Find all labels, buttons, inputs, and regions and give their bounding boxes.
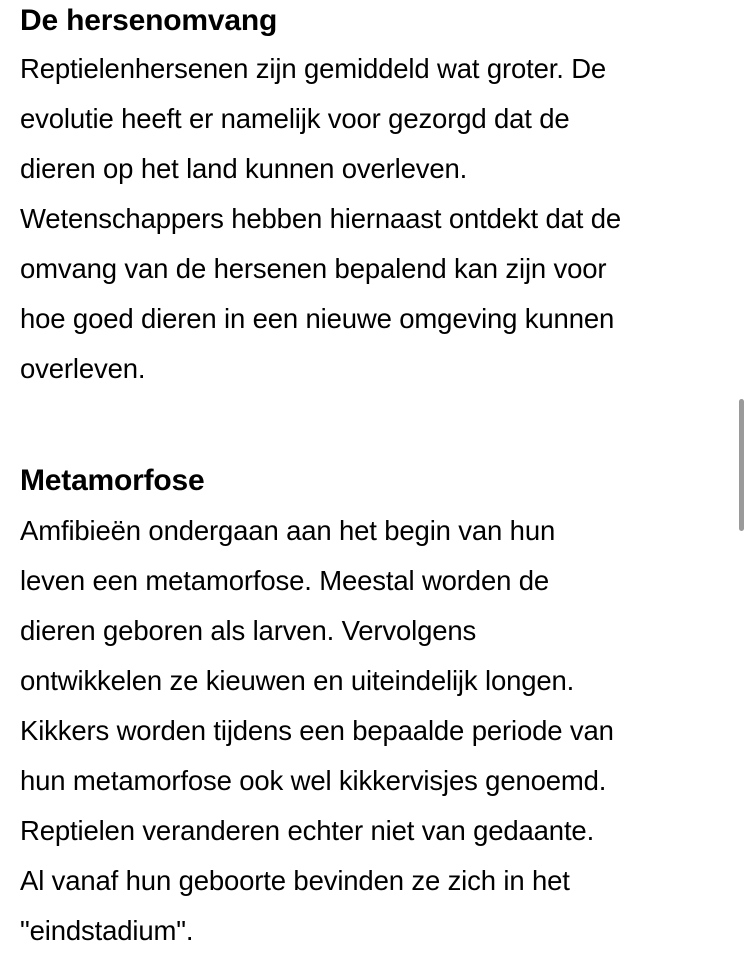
paragraph-line: Kikkers worden tijdens een bepaalde periode van: [20, 715, 614, 746]
section-heading: Metamorfose: [20, 464, 205, 497]
section-brain-size: [20, 0, 735, 394]
paragraph-line: omvang van de hersenen bepalend kan zijn voor: [20, 253, 607, 284]
paragraph-line: hoe goed dieren in een nieuwe omgeving kunnen: [20, 303, 615, 334]
paragraph-line: Reptielen veranderen echter niet van gedaante.: [20, 815, 595, 846]
paragraph-line: Amfibieën ondergaan aan het begin van hun: [20, 515, 556, 546]
paragraph-line: Reptielenhersenen zijn gemiddeld wat groter. De: [20, 53, 607, 84]
paragraph-line: overleven.: [20, 353, 146, 384]
paragraph-line: "eindstadium".: [20, 915, 194, 946]
paragraph-line: dieren geboren als larven. Vervolgens: [20, 615, 477, 646]
paragraph-line: leven een metamorfose. Meestal worden de: [20, 565, 550, 596]
paragraph-line: dieren op het land kunnen overleven.: [20, 153, 468, 184]
paragraph-line: Al vanaf hun geboorte bevinden ze zich in het: [20, 865, 570, 896]
section-heading: De hersenomvang: [20, 4, 278, 37]
section-metamorphosis: [20, 460, 735, 956]
paragraph-line: ontwikkelen ze kieuwen en uiteindelijk longen.: [20, 665, 575, 696]
article: [20, 0, 735, 956]
paragraph-line: evolutie heeft er namelijk voor gezorgd dat de: [20, 103, 570, 134]
section-paragraph: [20, 506, 735, 956]
paragraph-line: Wetenschappers hebben hiernaast ontdekt dat de: [20, 203, 622, 234]
section-paragraph: [20, 44, 735, 394]
scrollbar-thumb[interactable]: [739, 399, 744, 531]
paragraph-line: hun metamorfose ook wel kikkervisjes genoemd.: [20, 765, 607, 796]
